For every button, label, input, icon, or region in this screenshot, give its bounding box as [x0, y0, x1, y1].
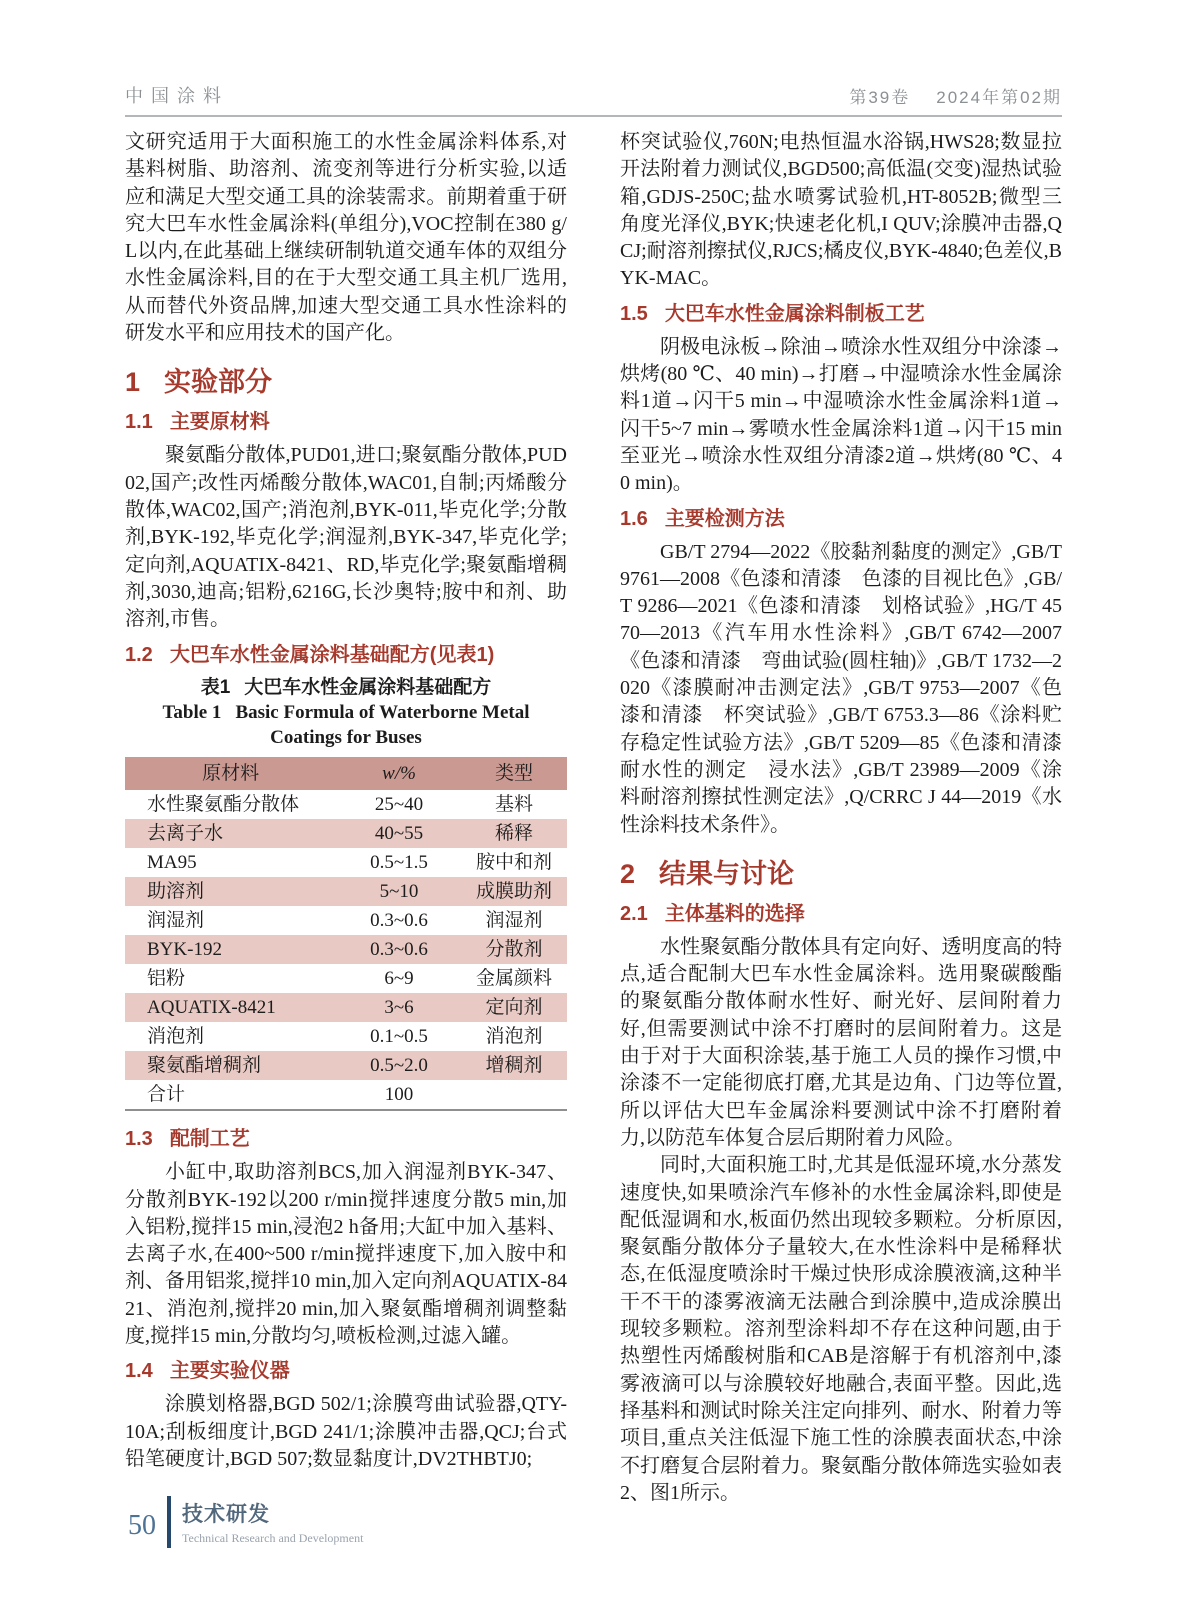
section-1-5-body: 阴极电泳板→除油→喷涂水性双组分中涂漆→烘烤(80 ℃、40 min)→打磨→中湿喷涂水性金属涂料1道→闪干5 min→中湿喷涂水性金属涂料1道→闪干5~7 min→雾喷水性金属涂料1道→闪干15 min至亚光→喷涂水性双组分清漆2道→烘烤(80 ℃、40 min)。 — [620, 335, 1062, 495]
table-cell: MA95 — [147, 852, 197, 874]
section-1-4-body: 涂膜划格器,BGD 502/1;涂膜弯曲试验器,QTY-10A;刮板细度计,BGD 241/1;涂膜冲击器,QCJ;台式铅笔硬度计,BGD 507;数显黏度计,DV2THBTJ0; — [125, 1393, 567, 1470]
footer-section-subtitle: Technical Research and Development — [182, 1531, 364, 1545]
table-cell: 合计 — [147, 1084, 186, 1106]
table-cell: 0.1~0.5 — [370, 1026, 428, 1048]
section-1-5-heading — [620, 302, 1062, 327]
section-1-1-heading — [125, 410, 567, 435]
table-cell: 稀释 — [494, 823, 533, 845]
footer-section — [182, 1496, 363, 1548]
section-number: 1.6 — [620, 507, 648, 530]
section-2-heading — [620, 859, 1062, 890]
table-cell: 聚氨酯增稠剂 — [147, 1055, 262, 1077]
table-cell: 去离子水 — [147, 823, 224, 845]
table-row — [125, 1051, 567, 1080]
table-cell: 润湿剂 — [485, 910, 543, 932]
table-row — [125, 1080, 567, 1110]
section-title: 实验部分 — [164, 367, 273, 398]
page-number: 50 — [128, 1510, 156, 1541]
footer-section-title: 技术研发 — [182, 1503, 270, 1526]
section-2-1-heading — [620, 902, 1062, 927]
table-cell: 定向剂 — [485, 997, 543, 1019]
table-row — [125, 935, 567, 964]
table-cell: 0.5~1.5 — [370, 852, 428, 874]
section-1-2-heading — [125, 643, 567, 668]
page-footer — [128, 1496, 363, 1548]
table-cell: 助溶剂 — [147, 881, 205, 903]
table1-title-zh: 大巴车水性金属涂料基础配方 — [244, 676, 492, 698]
table-cell — [461, 1080, 567, 1110]
page-header — [125, 82, 1062, 117]
table-cell: 润湿剂 — [147, 910, 205, 932]
right-column — [620, 129, 1082, 1507]
section-1-6-body: GB/T 2794—2022《胶黏剂黏度的测定》,GB/T 9761—2008《色漆和清漆 色漆的目视比色》,GB/T 9286—2021《色漆和清漆 划格试验》,HG/T 4570—2013《汽车用水性涂料》,GB/T 6742—2007《色漆和清漆 弯曲试验(圆柱轴)》,GB/T 1732—2020《漆膜耐冲击测定法》,GB/T 9753—2007《色漆和清漆 杯突试验》,GB/T 6753.3—86《涂料贮存稳定性试验方法》,GB/T 5209—85《色漆和清漆 耐水性的测定 浸水法》,GB/T 23989—2009《涂料耐溶剂擦拭性测定法》,Q/CRRC J 44—2019《水性涂料技术条件》。 — [620, 540, 1082, 836]
issue-info — [849, 83, 1062, 108]
table-cell: AQUATIX-8421 — [147, 997, 276, 1019]
section-number: 1.2 — [125, 643, 153, 666]
journal-name: 中国涂料 — [125, 86, 229, 106]
issue-label: 2024年第02期 — [936, 88, 1062, 107]
table1-caption-en — [125, 700, 567, 750]
section-title: 大巴车水性金属涂料制板工艺 — [664, 302, 925, 325]
table-cell: 消泡剂 — [485, 1026, 543, 1048]
footer-divider-bar — [167, 1496, 171, 1548]
table1-caption-zh — [125, 675, 567, 701]
table-row — [125, 819, 567, 848]
section-1-4-heading — [125, 1359, 567, 1384]
table-cell: 增稠剂 — [485, 1055, 543, 1077]
table-row — [125, 790, 567, 819]
table-header-material: 原材料 — [125, 757, 337, 790]
volume-label: 第39卷 — [849, 88, 911, 107]
table-cell: 5~10 — [379, 881, 419, 903]
intro-paragraph: 文研究适用于大面积施工的水性金属涂料体系,对基料树脂、助溶剂、流变剂等进行分析实验,以适应和满足大型交通工具的涂装需求。前期着重于研究大巴车水性金属涂料(单组分),VOC控制在380 g/L以内,在此基础上继续研制轨道交通车体的双组分水性金属涂料,目的在于大型交通工具主机厂选用,从而替代外资品牌,加速大型交通工具水性涂料的研发水平和应用技术的国产化。 — [125, 131, 567, 345]
section-title: 主要原材料 — [169, 411, 270, 434]
section-number: 1 — [125, 367, 141, 398]
table-cell: 0.3~0.6 — [370, 910, 428, 932]
table-header-weight-percent: w/% — [337, 757, 461, 790]
left-column — [125, 129, 567, 1473]
table-cell: 6~9 — [384, 968, 414, 990]
table-cell: 成膜助剂 — [475, 881, 552, 903]
section-number: 2 — [620, 858, 636, 889]
section-1-3-heading — [125, 1127, 567, 1152]
section-1-6-heading — [620, 507, 1062, 532]
table-cell: 100 — [384, 1084, 414, 1106]
table1-title-en-line1: Basic Formula of Waterborne Metal — [235, 702, 530, 724]
table-cell: 3~6 — [384, 997, 414, 1019]
table-cell: 消泡剂 — [147, 1026, 205, 1048]
section-title: 主要检测方法 — [664, 507, 785, 530]
table1-label-zh: 表1 — [200, 676, 231, 698]
table-row — [125, 848, 567, 877]
table-cell: 胺中和剂 — [475, 852, 552, 874]
table-row — [125, 1022, 567, 1051]
section-1-heading — [125, 367, 567, 398]
table-header-row — [125, 757, 567, 790]
table-row — [125, 877, 567, 906]
table-header-type: 类型 — [461, 757, 567, 790]
table-cell: 铝粉 — [147, 968, 186, 990]
section-number: 1.4 — [125, 1360, 153, 1383]
section-title: 主要实验仪器 — [169, 1360, 290, 1383]
section-1-3-body: 小缸中,取助溶剂BCS,加入润湿剂BYK-347、分散剂BYK-192以200 r/min搅拌速度分散5 min,加入铝粉,搅拌15 min,浸泡2 h备用;大缸中加入基料、去离子水,在400~500 r/min搅拌速度下,加入胺中和剂、备用铝浆,搅拌10 min,加入定向剂AQUATIX-8421、消泡剂,搅拌20 min,加入聚氨酯增稠剂调整黏度,搅拌15 min,分散均匀,喷板检测,过滤入罐。 — [125, 1161, 567, 1348]
table-cell: BYK-192 — [147, 939, 222, 961]
section-title: 大巴车水性金属涂料基础配方(见表1) — [169, 643, 495, 666]
table-cell: 40~55 — [374, 823, 424, 845]
section-2-1-body-paragraph2: 同时,大面积施工时,尤其是低湿环境,水分蒸发速度快,如果喷涂汽车修补的水性金属涂料,即使是配低湿调和水,板面仍然出现较多颗粒。分析原因,聚氨酯分散体分子量较大,在水性涂料中是稀释状态,在低湿度喷涂时干燥过快形成涂膜液滴,这种半干不干的漆雾液滴无法融合到涂膜中,造成涂膜出现较多颗粒。溶剂型涂料却不存在这种问题,由于热塑性丙烯酸树脂和CAB是溶解于有机溶剂中,漆雾液滴可以与涂膜较好地融合,表面平整。因此,选择基料和测试时除关注定向排列、耐水、附着力等项目,重点关注低湿下施工性的涂膜表面状态,中涂不打磨复合层附着力。聚氨酯分散体筛选实验如表2、图1所示。 — [620, 1154, 1062, 1504]
section-number: 1.3 — [125, 1128, 153, 1151]
section-title: 结果与讨论 — [659, 858, 795, 889]
table-cell: 分散剂 — [485, 939, 543, 961]
section-title: 配制工艺 — [169, 1128, 250, 1151]
section-number: 2.1 — [620, 902, 648, 925]
table-row — [125, 993, 567, 1022]
table-cell: 金属颜料 — [475, 968, 552, 990]
table-cell: 0.5~2.0 — [370, 1055, 428, 1077]
instruments-continued-paragraph: 杯突试验仪,760N;电热恒温水浴锅,HWS28;数显拉开法附着力测试仪,BGD500;高低温(交变)湿热试验箱,GDJS-250C;盐水喷雾试验机,HT-8052B;微型三角度光泽仪,BYK;快速老化机,I QUV;涂膜冲击器,QCJ;耐溶剂擦拭仪,RJCS;橘皮仪,BYK-4840;色差仪,BYK-MAC。 — [620, 131, 1062, 290]
formula-table — [125, 757, 567, 1111]
table-cell: 0.3~0.6 — [370, 939, 428, 961]
table-cell: 基料 — [494, 794, 533, 816]
table-cell: 25~40 — [374, 794, 424, 816]
table-row — [125, 964, 567, 993]
section-2-1-body-paragraph1: 水性聚氨酯分散体具有定向好、透明度高的特点,适合配制大巴车水性金属涂料。选用聚碳酸酯的聚氨酯分散体耐水性好、耐光好、层间附着力好,但需要测试中涂不打磨时的层间附着力。这是由于对于大面积涂装,基于施工人员的操作习惯,中涂漆不一定能彻底打磨,尤其是边角、门边等位置,所以评估大巴车金属涂料要测试中涂不打磨附着力,以防范车体复合层后期附着力风险。 — [620, 935, 1062, 1149]
section-1-1-body: 聚氨酯分散体,PUD01,进口;聚氨酯分散体,PUD02,国产;改性丙烯酸分散体,WAC01,自制;丙烯酸分散体,WAC02,国产;消泡剂,BYK-011,毕克化学;分散剂,BYK-192,毕克化学;润湿剂,BYK-347,毕克化学;定向剂,AQUATIX-8421、RD,毕克化学;聚氨酯增稠剂,3030,迪高;铝粉,6216G,长沙奥特;胺中和剂、助溶剂,市售。 — [125, 444, 567, 631]
table1-label-en: Table 1 — [162, 702, 222, 724]
section-number: 1.1 — [125, 411, 153, 434]
section-title: 主体基料的选择 — [664, 902, 805, 925]
section-number: 1.5 — [620, 302, 648, 325]
table-cell: 水性聚氨酯分散体 — [147, 794, 300, 816]
table1-title-en-line2: Coatings for Buses — [270, 727, 422, 749]
table-row — [125, 906, 567, 935]
